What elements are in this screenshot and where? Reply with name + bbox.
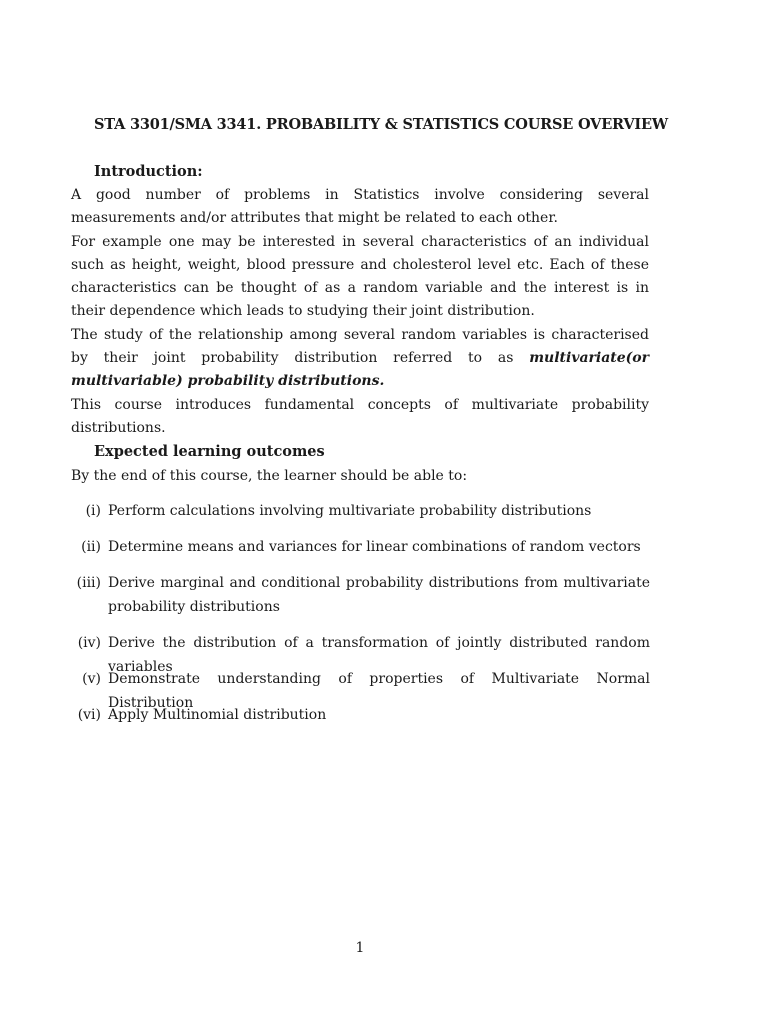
outcome-text: Apply Multinomial distribution <box>108 707 327 723</box>
intro-paragraph-3 <box>71 324 649 394</box>
introduction-heading: Introduction: <box>94 163 203 180</box>
intro-paragraph-4: This course introduces fundamental concepts of multivariate probability distributions. <box>71 396 649 436</box>
outcome-text: Derive marginal and conditional probability distributions from multivariate probability distributions <box>108 575 650 615</box>
outcome-marker: (i) <box>85 503 101 519</box>
document-title: STA 3301/SMA 3341. PROBABILITY & STATISTICS COURSE OVERVIEW <box>94 116 668 133</box>
outcome-text: Determine means and variances for linear combinations of random vectors <box>108 539 641 555</box>
outcome-marker: (iii) <box>76 575 101 591</box>
introduction-body <box>71 184 649 440</box>
outcome-text: Demonstrate understanding of properties of Multivariate Normal Distribution <box>108 671 650 711</box>
emphasized-term: multivariate(or multivariable) probability distributions. <box>71 350 649 390</box>
intro-paragraph-3-text: The study of the relationship among several random variables is characterised by their joint probability distribution referred to as <box>71 326 649 367</box>
intro-paragraph-2: For example one may be interested in several characteristics of an individual such as height, weight, blood pressure and cholesterol level etc. Each of these characteristics can be thought of as a random variable and the interest is in their dependence which leads to studying their joint distribution. <box>71 233 649 320</box>
outcome-marker: (iv) <box>77 635 101 651</box>
outcome-text: Perform calculations involving multivariate probability distributions <box>108 503 592 519</box>
outcomes-heading: Expected learning outcomes <box>94 443 325 460</box>
outcome-marker: (ii) <box>81 539 101 555</box>
outcome-text: Derive the distribution of a transformation of jointly distributed random variables <box>108 635 650 675</box>
page-number: 1 <box>355 940 365 956</box>
outcome-marker: (vi) <box>77 707 101 723</box>
outcome-marker: (v) <box>82 671 101 687</box>
intro-paragraph-1: A good number of problems in Statistics involve considering several measurements and/or attributes that might be related to each other. <box>71 187 649 227</box>
outcomes-lead-in: By the end of this course, the learner should be able to: <box>71 468 468 484</box>
